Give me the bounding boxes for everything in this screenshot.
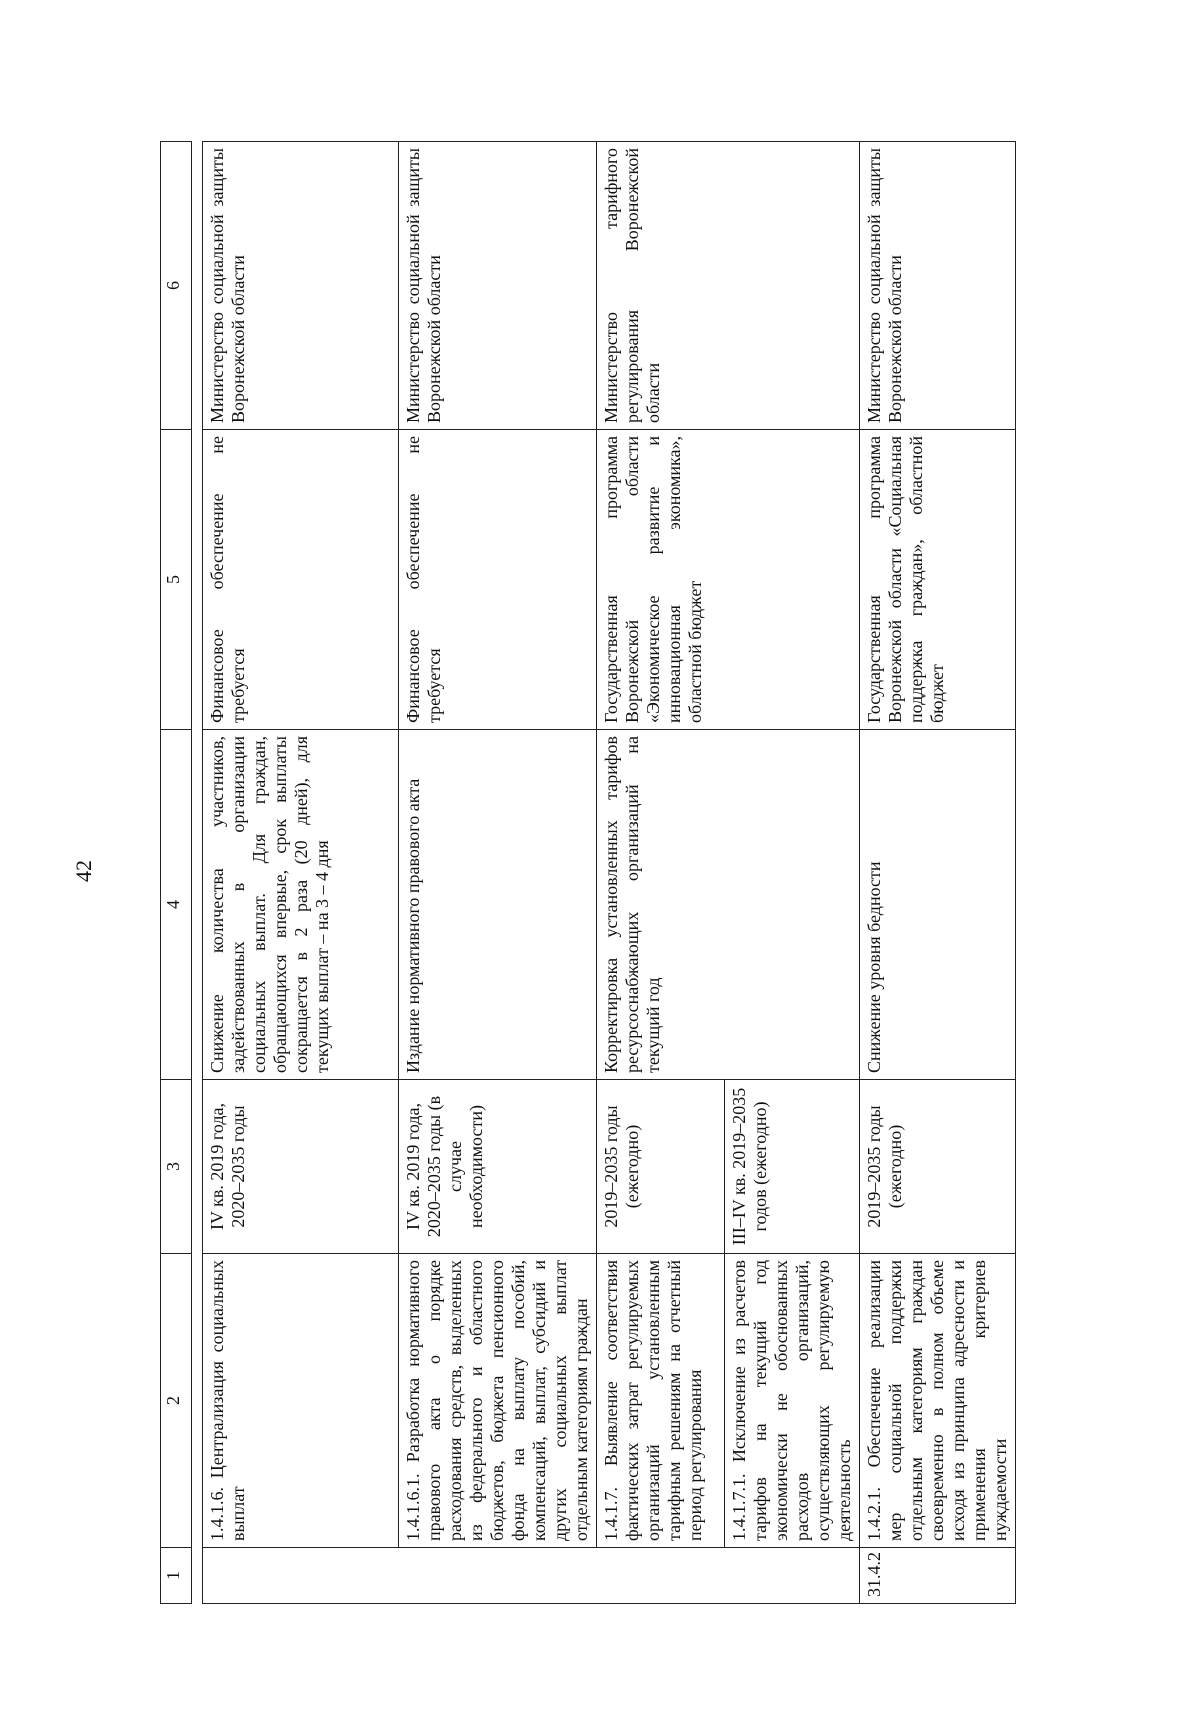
period-cell: III–IV кв. 2019–2035 годов (ежегодно): [725, 1080, 860, 1254]
measure-cell: 1.4.2.1. Обеспечение реализации мер социальной поддержки отдельным категориям граждан своевременно в полном объеме исходя из принципа адресности и применения критериев нуждаемости: [860, 1254, 1016, 1548]
header-cell-6: 6: [161, 142, 192, 430]
result-cell: Снижение уровня бедности: [860, 730, 1016, 1080]
page-number: 42: [71, 860, 96, 882]
executor-cell: Министерство социальной защиты Воронежской области: [203, 142, 399, 430]
row-number-cell: 31.4.2: [860, 1548, 1016, 1604]
period-cell: 2019–2035 годы (ежегодно): [860, 1080, 1016, 1254]
table-row: [597, 142, 725, 1604]
result-cell: Корректировка установленных тарифов ресурсоснабжающих организаций на текущий год: [597, 730, 860, 1080]
executor-cell: Министерство социальной защиты Воронежской области: [860, 142, 1016, 430]
header-cell-2: 2: [161, 1254, 192, 1548]
table-row: [860, 142, 1016, 1604]
period-cell: 2019–2035 годы (ежегодно): [597, 1080, 725, 1254]
header-row: [161, 142, 192, 1604]
executor-cell: Министерство социальной защиты Воронежской области: [399, 142, 597, 430]
measure-cell: 1.4.1.7. Выявление соответствия фактических затрат регулируемых организаций установленным тарифным решениям на отчетный период регулирования: [597, 1254, 725, 1548]
period-cell: IV кв. 2019 года, 2020–2035 годы (в случае необходимости): [399, 1080, 597, 1254]
header-cell-3: 3: [161, 1080, 192, 1254]
executor-cell: Министерство тарифного регулирования Воронежской области: [597, 142, 860, 430]
measures-table: [160, 141, 1016, 1604]
result-cell: Издание нормативного правового акта: [399, 730, 597, 1080]
header-cell-4: 4: [161, 730, 192, 1080]
table-row: [203, 142, 399, 1604]
measure-cell: 1.4.1.7.1. Исключение из расчетов тарифов на текущий год экономически не обоснованных расходов организаций, осуществляющих регулируемую деятельность: [725, 1254, 860, 1548]
table-row: [399, 142, 597, 1604]
funding-cell: Финансовое обеспечение не требуется: [203, 430, 399, 730]
result-cell: Снижение количества участников, задействованных в организации социальных выплат. Для граждан, обращающихся впервые, срок выплаты сокращается в 2 раза (20 дней), для текущих выплат – на 3 – 4 дня: [203, 730, 399, 1080]
measure-cell: 1.4.1.6.1. Разработка нормативного правового акта о порядке расходования средств, выделенных из федерального и областного бюджетов, бюджета пенсионного фонда на выплату пособий, компенсаций, выплат, субсидий и других социальных выплат отдельным категориям граждан: [399, 1254, 597, 1548]
header-gap: [192, 142, 203, 1604]
header-cell-1: 1: [161, 1548, 192, 1604]
header-cell-5: 5: [161, 430, 192, 730]
rotated-page: [160, 142, 1040, 1604]
funding-cell: Государственная программа Воронежской области «Экономическое развитие и инновационная экономика», областной бюджет: [597, 430, 860, 730]
funding-cell: Государственная программа Воронежской области «Социальная поддержка граждан», областной бюджет: [860, 430, 1016, 730]
period-cell: IV кв. 2019 года, 2020–2035 годы: [203, 1080, 399, 1254]
funding-cell: Финансовое обеспечение не требуется: [399, 430, 597, 730]
row-number-cell: [203, 1548, 860, 1604]
measure-cell: 1.4.1.6. Централизация социальных выплат: [203, 1254, 399, 1548]
